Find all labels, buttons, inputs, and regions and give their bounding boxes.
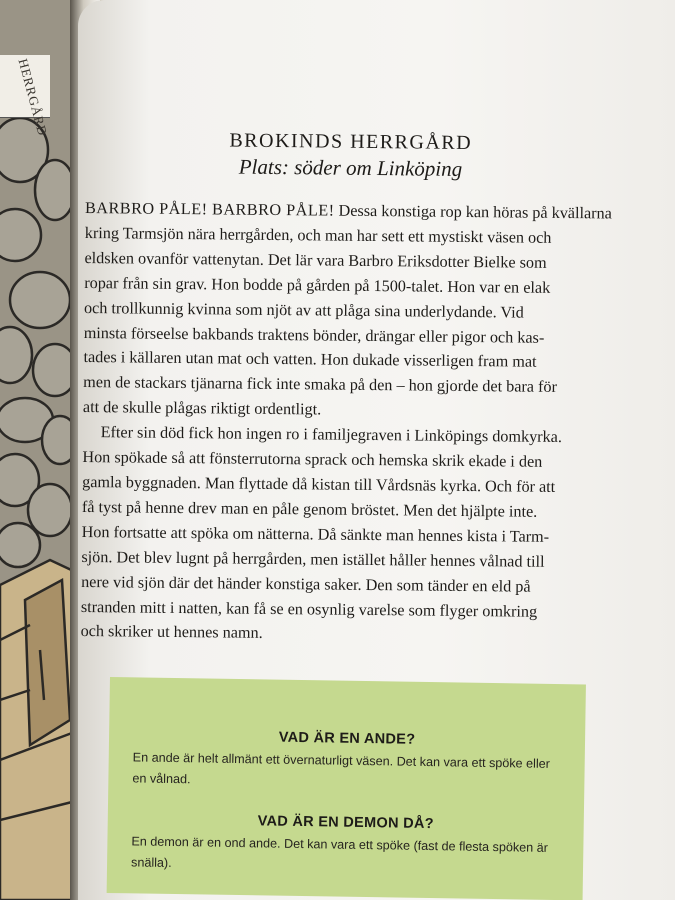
text-line: stranden mitt i natten, kan få se en osynlig varelse som flyger omkring <box>80 597 538 621</box>
fact-question-1: VAD ÄR EN ANDE? <box>278 729 416 748</box>
text-line: sjön. Det blev lugnt på herrgården, men istället håller hennes vålnad till <box>81 547 545 571</box>
text-line: eldsken ovanför vattenytan. Det lär vara Barbro Eriksdotter Bielke som <box>84 248 547 272</box>
text-line: nere vid sjön där det händer konstiga saker. Den som tänder en eld på <box>81 572 531 596</box>
text-line: Hon fortsatte att spöka om nätterna. Då sänkte man hennes kista i Tarm- <box>81 522 550 546</box>
text-line: minsta förseelse bakbands traktens bönder, drängar eller pigor och kas- <box>83 323 545 347</box>
text-line: och skriker ut hennes namn. <box>80 622 263 643</box>
fact-box <box>107 677 586 900</box>
article-title: BROKINDS HERRGÅRD <box>229 129 473 155</box>
fact-answer-2: En demon är en ond ande. Det kan vara ett spöke (fast de flesta spöken är snälla). <box>130 834 549 870</box>
text-line: Hon spökade så att fönsterrutorna sprack och hemska skrik ekade i den <box>82 448 543 471</box>
section-tab <box>0 55 51 138</box>
text-line: och trollkunnig kvinna som njöt av att plåga sina underlydande. Vid <box>83 298 524 322</box>
text-line: men de stackars tjänarna fick inte smaka på den – hon gjorde det bara för <box>83 373 558 397</box>
text-line: ropar från sin grav. Hon bodde på gården på 1500-talet. Hon var en elak <box>84 273 551 297</box>
article <box>80 118 615 650</box>
text-line: gamla byggnaden. Man flyttade då kistan till Vårdsnäs kyrka. Och för att <box>82 472 556 496</box>
paragraph-2 <box>80 420 612 650</box>
article-subtitle: Plats: söder om Linköping <box>238 154 463 181</box>
lead-in: BARBRO PÅLE! BARBRO PÅLE! <box>84 198 335 220</box>
text-line: Efter sin död fick hon ingen ro i familjegraven i Linköpings domkyrka. <box>100 423 563 447</box>
text-line: tades i källaren utan mat och vatten. Hon dukade visserligen fram mat <box>83 348 537 372</box>
fact-answer-1: En ande är helt allmänt ett övernaturligt väsen. Det kan vara ett spöke eller en vålnad. <box>132 750 551 787</box>
text-line: kring Tarmsjön nära herrgården, och man har sett ett mystiskt väsen och <box>84 223 552 247</box>
text-line: få tyst på henne drev man en påle genom bröstet. Men det hjälpte inte. <box>81 497 538 521</box>
fact-question-2: VAD ÄR EN DEMON DÅ? <box>257 813 434 833</box>
text-line: att de skulle plågas riktigt ordentligt. <box>82 398 322 419</box>
paragraph-1 <box>83 196 615 426</box>
text-line-part: Dessa konstiga rop kan höras på kvällarna <box>334 201 612 223</box>
section-tab-label: HERRGÅRD <box>15 57 51 138</box>
